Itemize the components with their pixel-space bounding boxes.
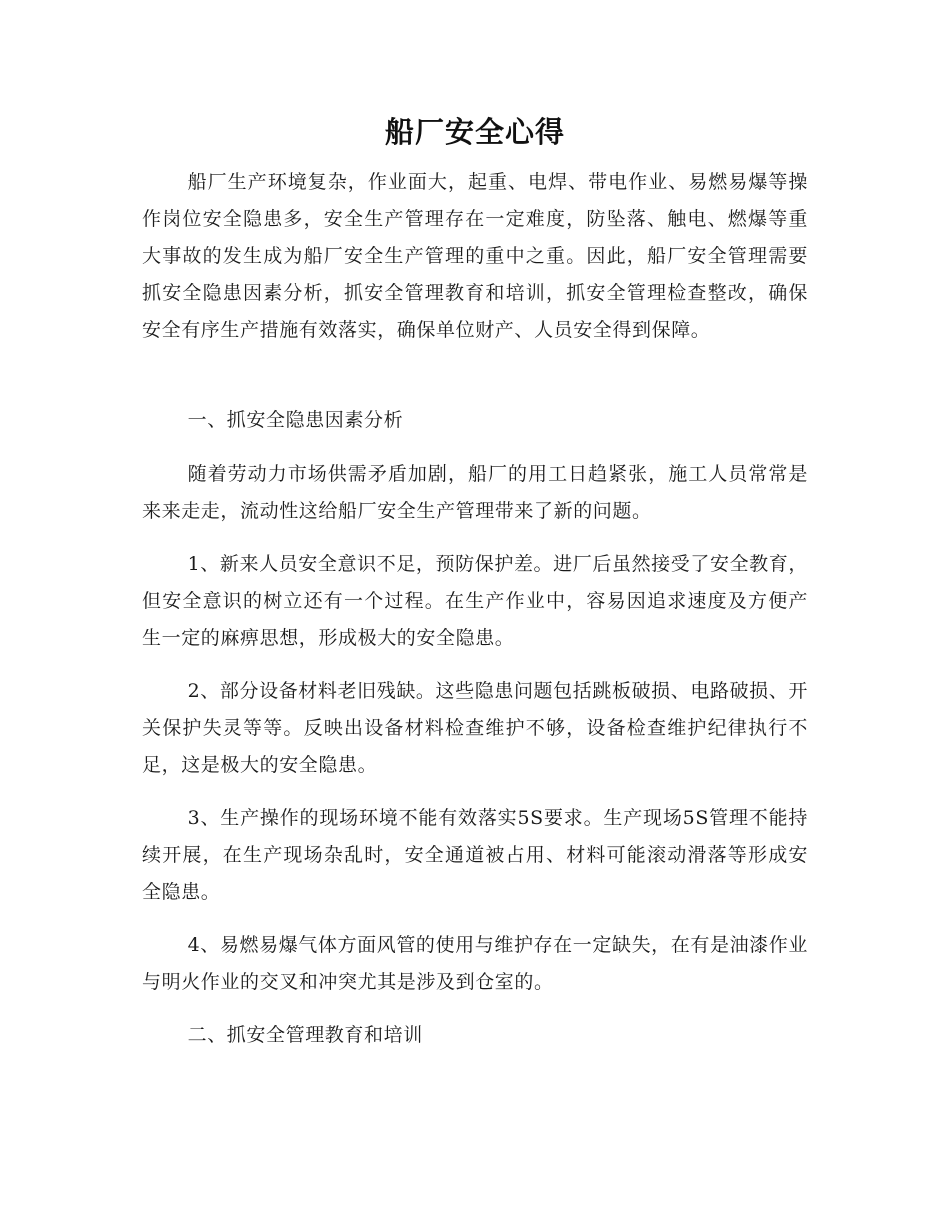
- paragraph-point-2: 2、部分设备材料老旧残缺。这些隐患问题包括跳板破损、电路破损、开关保护失灵等等。反映出设备材料检查维护不够，设备检查维护纪律执行不足，这是极大的安全隐患。: [142, 680, 808, 776]
- paragraph-point-4: 4、易燃易爆气体方面风管的使用与维护存在一定缺失，在有是油漆作业与明火作业的交叉和冲突尤其是涉及到仓室的。: [142, 934, 808, 993]
- paragraph-point-1: 1、新来人员安全意识不足，预防保护差。进厂后虽然接受了安全教育，但安全意识的树立还有一个过程。在生产作业中，容易因追求速度及方便产生一定的麻痹思想，形成极大的安全隐患。: [142, 553, 808, 649]
- paragraph-intro: 船厂生产环境复杂，作业面大，起重、电焊、带电作业、易燃易爆等操作岗位安全隐患多，安全生产管理存在一定难度，防坠落、触电、燃爆等重大事故的发生成为船厂安全生产管理的重中之重。因此，船厂安全管理需要抓安全隐患因素分析，抓安全管理教育和培训，抓安全管理检查整改，确保安全有序生产措施有效落实，确保单位财产、人员安全得到保障。: [142, 171, 808, 341]
- paragraph-labor-market: 随着劳动力市场供需矛盾加剧，船厂的用工日趋紧张，施工人员常常是来来走走，流动性这给船厂安全生产管理带来了新的问题。: [142, 463, 808, 522]
- section-heading-1: 一、抓安全隐患因素分析: [187, 409, 404, 431]
- section-heading-2: 二、抓安全管理教育和培训: [187, 1024, 423, 1046]
- document-title: 船厂安全心得: [384, 115, 565, 149]
- paragraph-point-3: 3、生产操作的现场环境不能有效落实5S要求。生产现场5S管理不能持续开展，在生产现场杂乱时，安全通道被占用、材料可能滚动滑落等形成安全隐患。: [142, 807, 808, 903]
